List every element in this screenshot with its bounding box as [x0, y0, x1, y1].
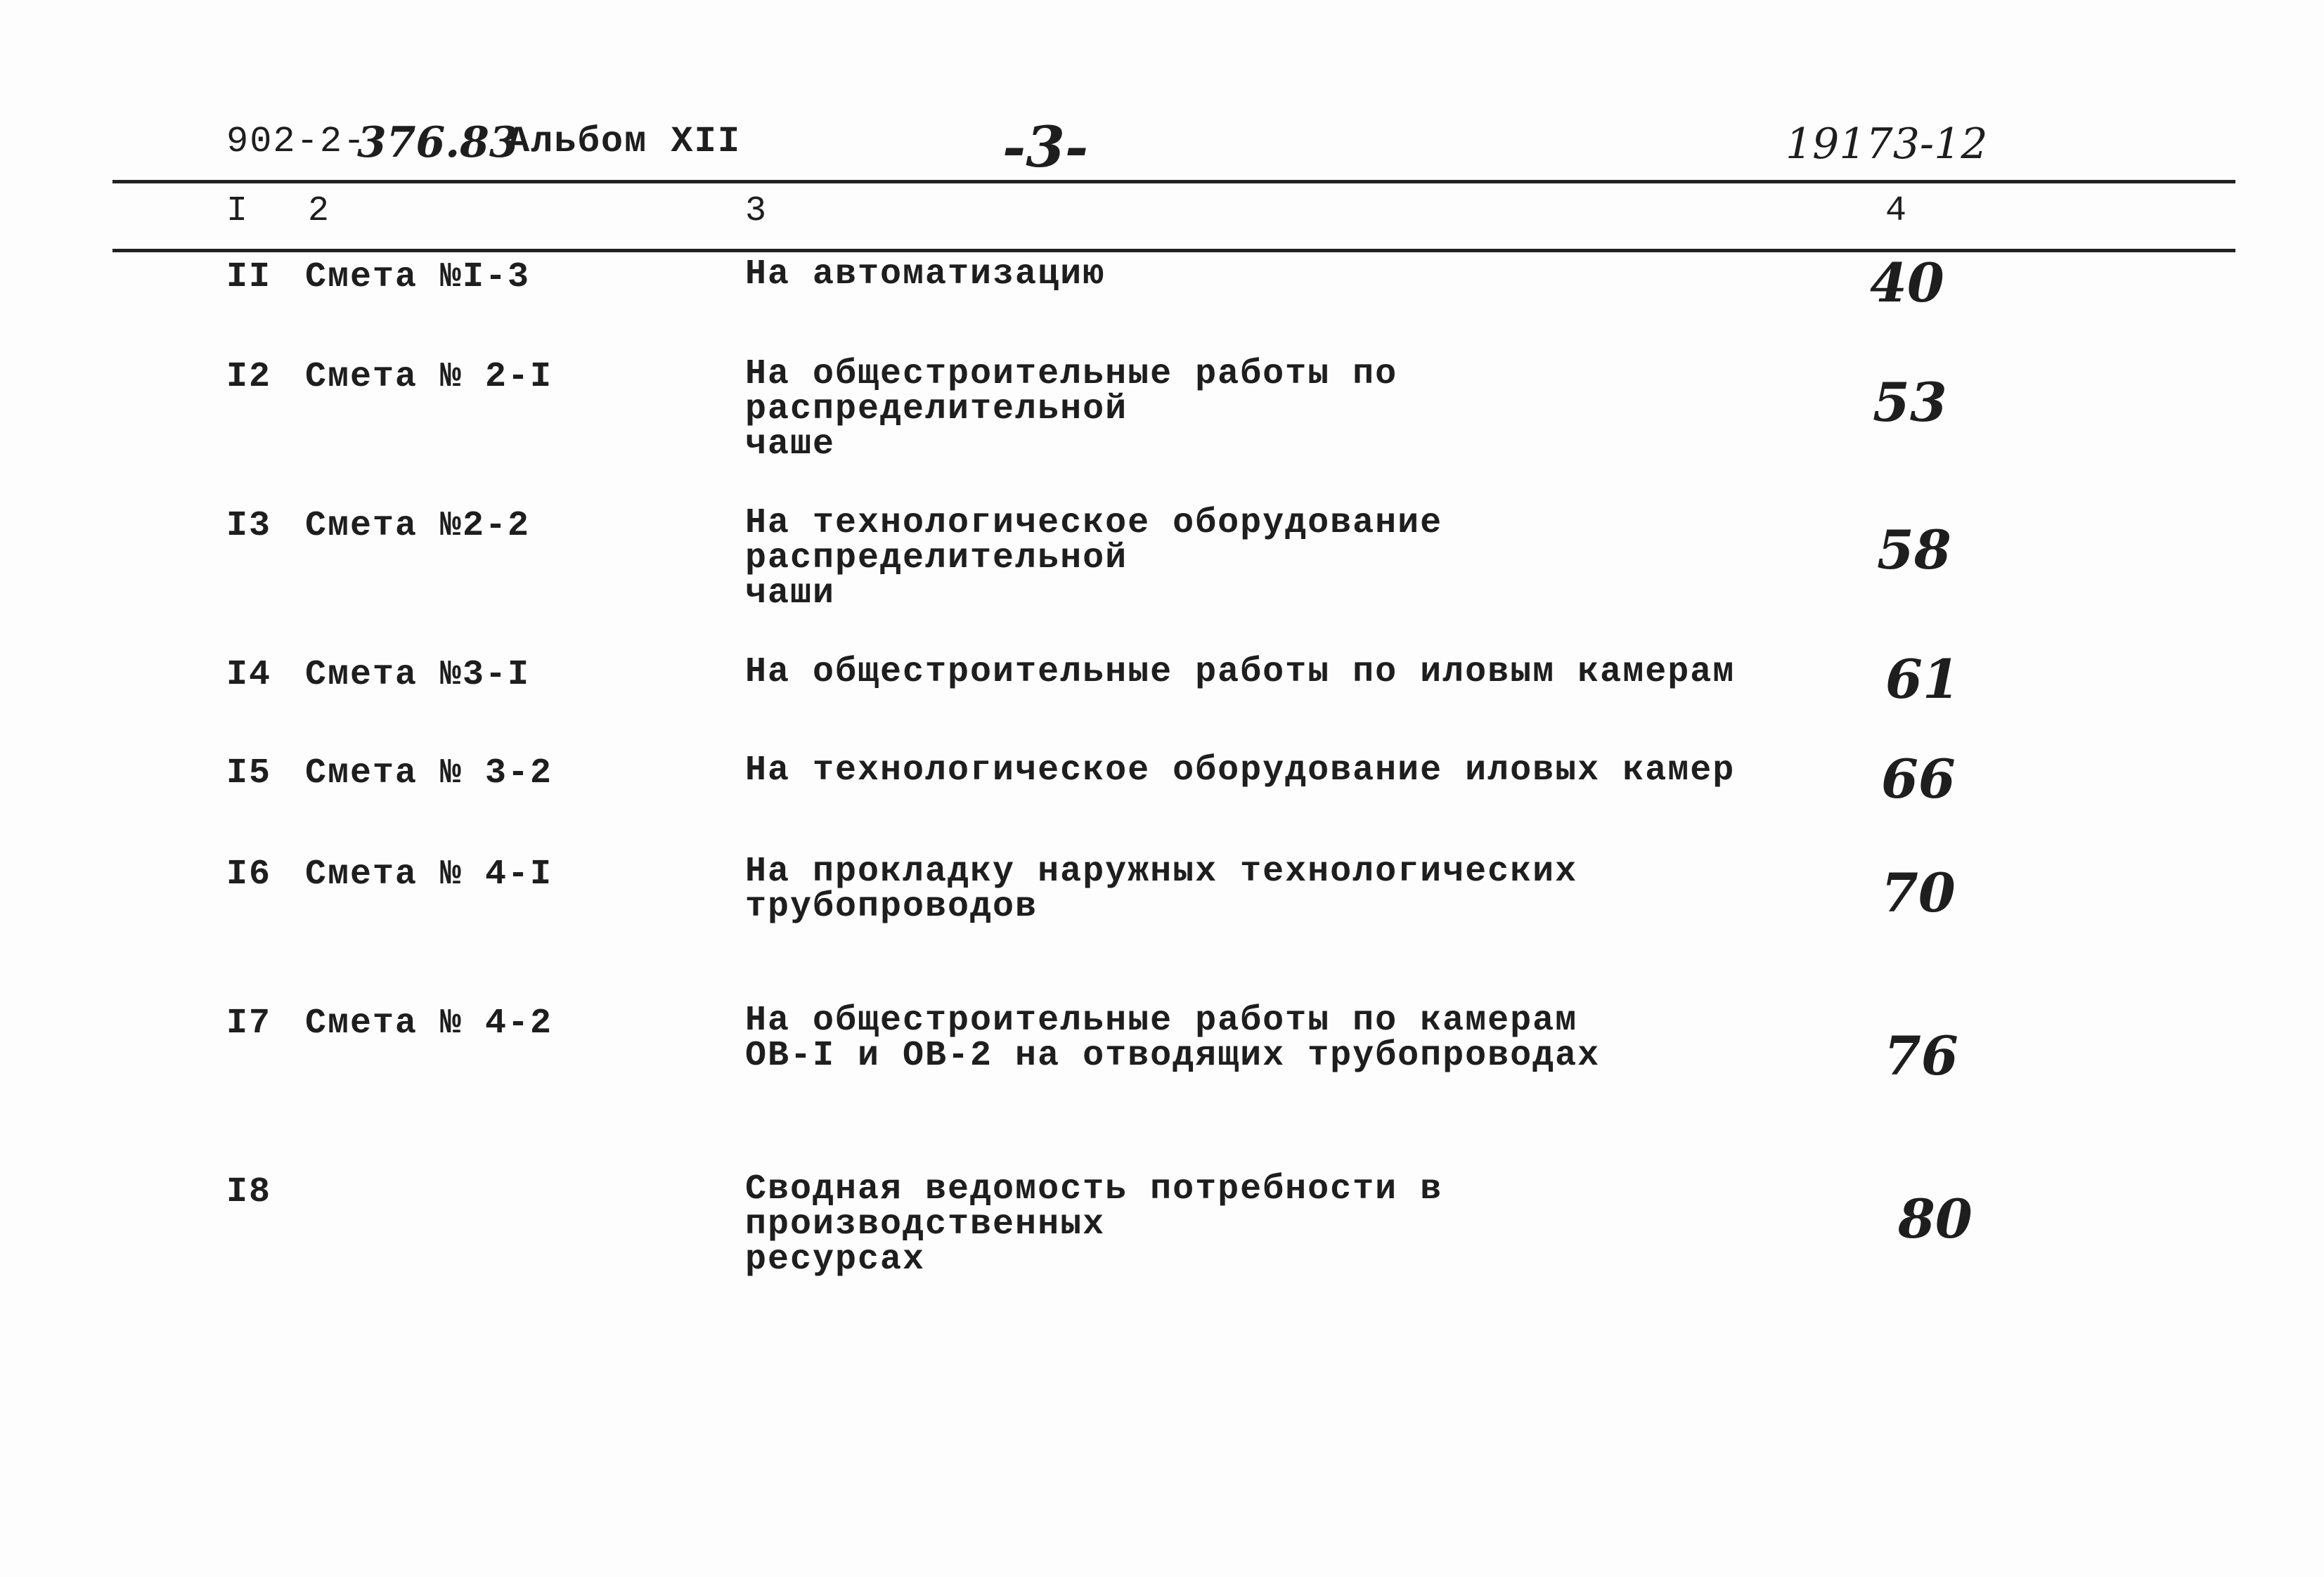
row-page: 58: [1877, 519, 1951, 581]
row-page: 61: [1885, 648, 1960, 710]
row-document: Смета №3-I: [305, 655, 531, 695]
column-header-4: 4: [1885, 191, 1909, 231]
row-number: I7: [226, 1004, 272, 1044]
row-description: На прокладку наружных технологических трубопроводов: [745, 852, 1578, 927]
row-page: 76: [1884, 1025, 1958, 1087]
row-page: 53: [1873, 371, 1947, 434]
row-number: I6: [226, 855, 272, 895]
row-document: Смета № 2-I: [305, 357, 553, 397]
row-number: I2: [226, 357, 272, 397]
header-album: Альбом XII: [508, 121, 742, 162]
header-top-rule: [112, 180, 2235, 183]
row-number: I3: [226, 506, 272, 546]
row-page: 66: [1881, 748, 1956, 810]
row-number: I4: [226, 655, 272, 695]
row-page: 70: [1881, 862, 1956, 924]
column-header-3: 3: [745, 191, 768, 231]
row-description: На общестроительные работы по камерам ОВ-I и ОВ-2 на отводящих трубопроводах: [745, 1001, 1601, 1076]
row-document: Смета № 4-2: [305, 1004, 553, 1044]
column-header-1: I: [226, 191, 250, 231]
row-document: Смета №2-2: [305, 506, 531, 546]
row-description: Сводная ведомость потребности в производственных ресурсах: [745, 1169, 1443, 1280]
row-number: II: [226, 257, 272, 297]
row-document: Смета № 3-2: [305, 753, 553, 793]
row-page: 80: [1898, 1188, 1973, 1250]
row-document: Смета №I-3: [305, 257, 531, 297]
row-number: I5: [226, 753, 272, 793]
row-description: На автоматизацию: [745, 254, 1106, 294]
row-description: На технологическое оборудование распределительной чаши: [745, 503, 1443, 614]
column-header-2: 2: [308, 191, 331, 231]
row-description: На общестроительные работы по распределительной чаше: [745, 354, 1398, 465]
row-page: 40: [1870, 252, 1944, 314]
row-document: Смета № 4-I: [305, 855, 553, 895]
row-description: На технологическое оборудование иловых камер: [745, 751, 1736, 791]
row-description: На общестроительные работы по иловым камерам: [745, 652, 1736, 692]
row-number: I8: [226, 1172, 272, 1212]
header-doc-number: 19173-12: [1786, 119, 1988, 169]
page-number: -3-: [1002, 114, 1089, 180]
header-code-prefix: 902-2-: [226, 121, 367, 162]
header-code-handwritten: 376.83: [357, 118, 519, 167]
